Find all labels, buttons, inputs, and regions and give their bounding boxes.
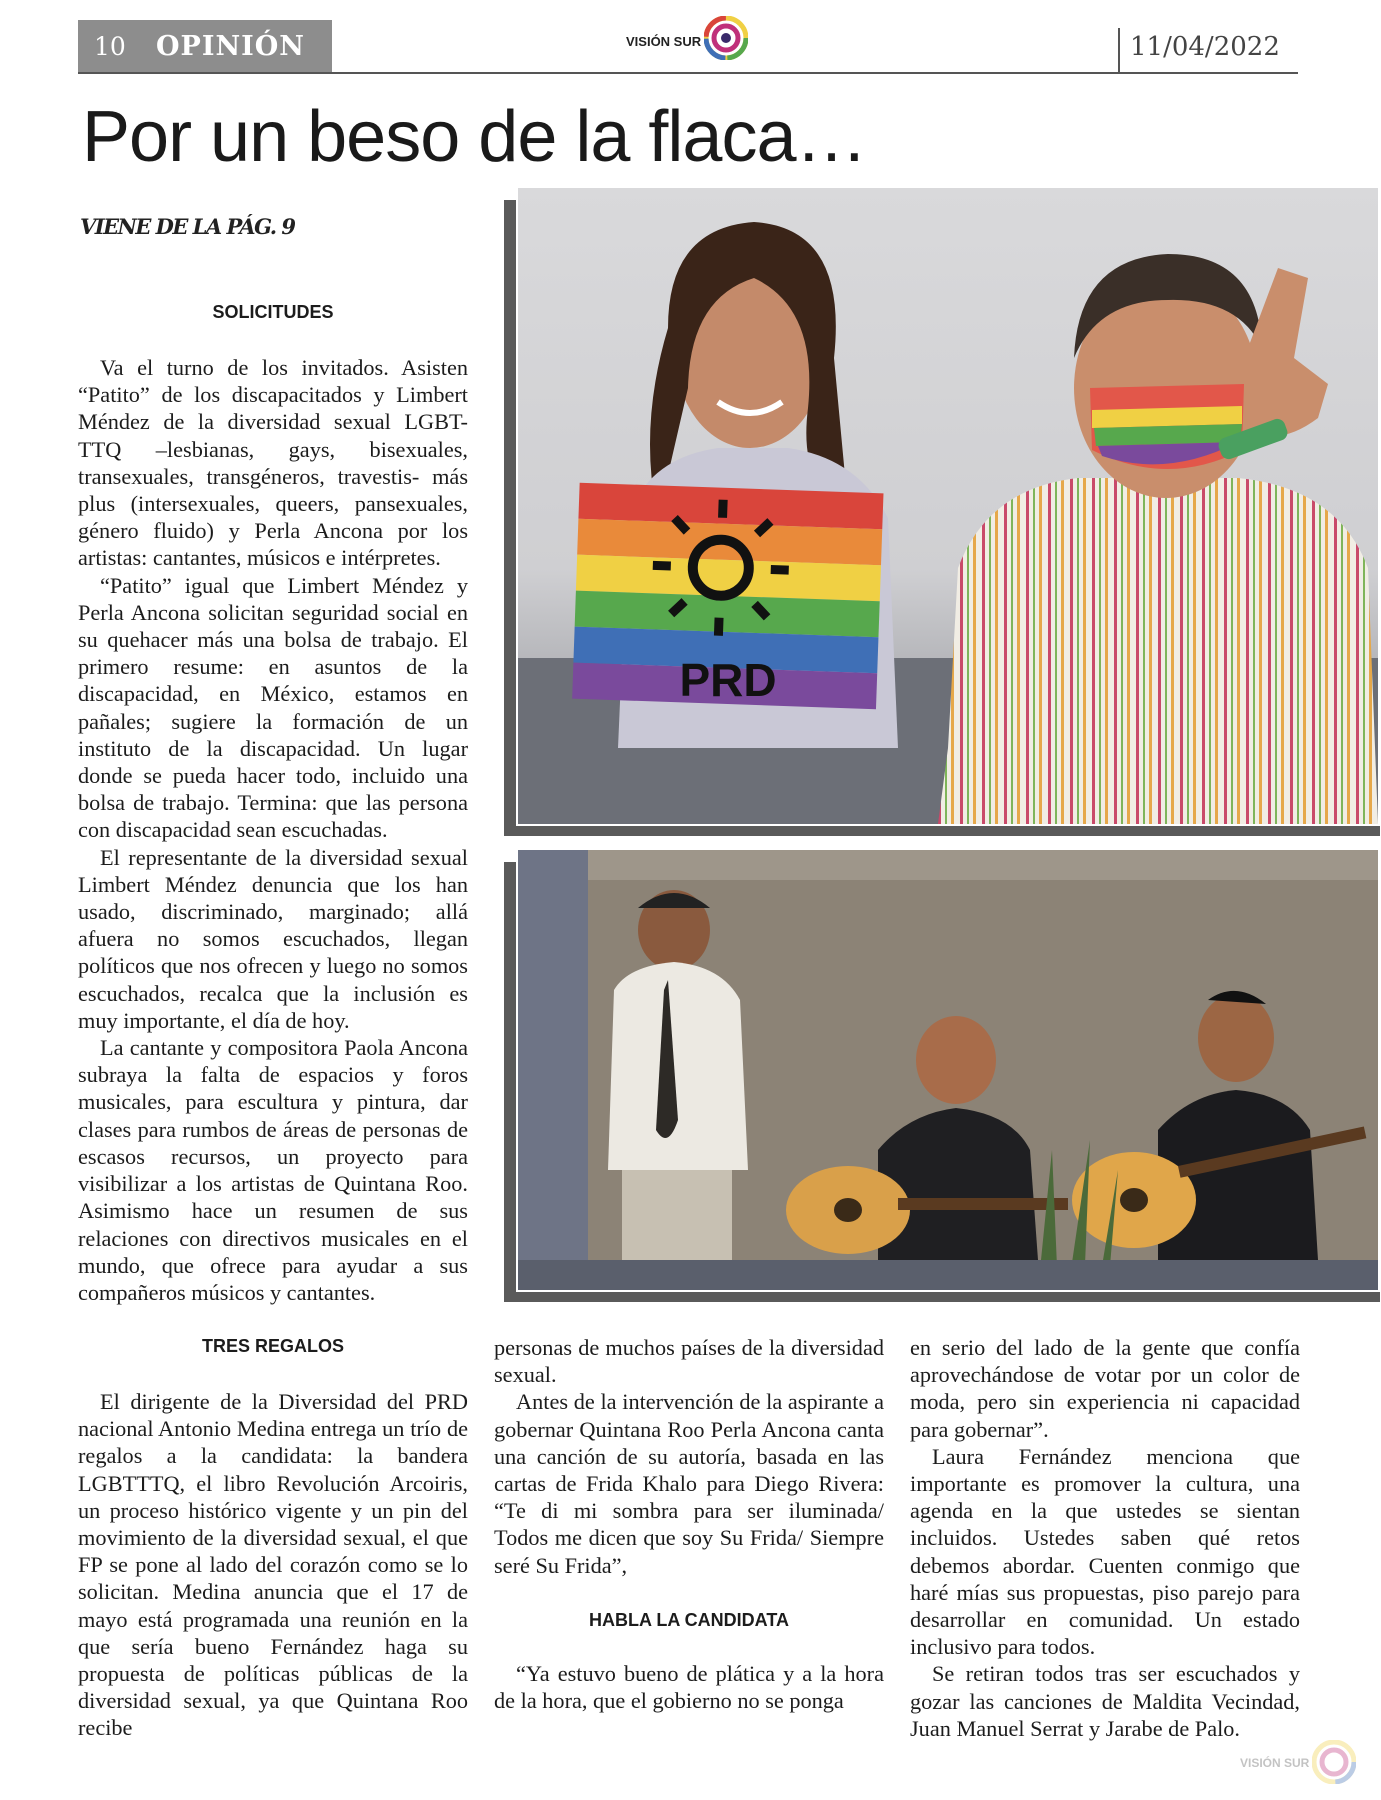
paragraph: “Ya estuvo bueno de plática y a la hora de la hora, que el gobierno no se ponga (494, 1661, 884, 1714)
issue-date: 11/04/2022 (1130, 32, 1280, 62)
page-number: 10 (94, 32, 126, 61)
article-column-2-bottom (494, 1660, 884, 1714)
photo-musicians-image (518, 850, 1378, 1290)
photo-candidate-image (518, 188, 1378, 824)
footer-logo-ring-icon (1312, 1740, 1356, 1784)
paragraph: Laura Fernández menciona que importante es promover la cultura, una agenda en la que ustedes se sientan incluidos. Ustedes saben qué retos debemos abordar. Cuenten conmigo que haré mías sus propuestas, piso parejo para desarrollar en comunidad. Un estado inclusivo para todos. (910, 1443, 1300, 1660)
photo-candidate-flag (516, 186, 1380, 826)
logo-text: VISIÓN SUR (626, 34, 702, 49)
subhead-tres-regalos: TRES REGALOS (201, 1336, 344, 1356)
paragraph: personas de muchos países de la diversidad sexual. (494, 1335, 884, 1388)
paragraph: La cantante y compositora Paola Ancona subraya la falta de espacios y foros musicales, para escultura y pintura, dar clases para rumbos de áreas de personas de escasos recursos, un proyecto para visibilizar a los artistas de Quintana Roo. Asimismo hace un resumen de sus relaciones con directivos musicales en el mundo, que ofrece para ayudar a sus compañeros músicos y cantantes. (78, 1035, 468, 1305)
subhead-solicitudes: SOLICITUDES (212, 302, 334, 322)
section-title: OPINIÓN (156, 31, 305, 62)
paragraph: Va el turno de los invitados. Asisten “Patito” de los discapacitados y Limbert Méndez de la diversidad sexual LGBT-TTQ –lesbianas, gays, bisexuales, transexuales, transgéneros, travestis- más plus (intersexuales, queers, pansexuales, género fluido) y Perla Ancona por los artistas: cantantes, músicos e intérpretes. (78, 355, 468, 571)
header-rule (78, 72, 1298, 74)
flag-prd-text: PRD (679, 654, 777, 706)
footer-logo-text: VISIÓN SUR (1240, 1756, 1310, 1770)
vision-sur-logo (626, 14, 754, 64)
article-column-1-top (78, 354, 468, 1306)
subhead-habla-la-candidata: HABLA LA CANDIDATA (589, 1610, 789, 1630)
paragraph: El dirigente de la Diversidad del PRD nacional Antonio Medina entrega un trío de regalos a la candidata: la bandera LGBTTTQ, el libro Revolución Arcoiris, un proceso histórico vigente y un pin del movimiento de la diversidad sexual, el que FP se pone al lado del corazón como se lo solicitan. Medina anuncia que el 17 de mayo está programada una reunión en la que sería bueno Fernández haga su propuesta de políticas públicas de la diversidad sexual, ya que Quintana Roo recibe (78, 1389, 468, 1741)
paragraph: El representante de la diversidad sexual Limbert Méndez denuncia que los han usado, discriminado, marginado; allá afuera no somos escuchados, llegan políticos que nos ofrecen y luego no somos escuchados, recalca que la inclusión es muy importante, el día de hoy. (78, 844, 468, 1033)
logo-ring-icon (704, 16, 748, 60)
article-column-1-bottom (78, 1388, 468, 1742)
article-headline: Por un beso de la flaca… (82, 97, 867, 177)
paragraph: Se retiran todos tras ser escuchados y gozar las canciones de Maldita Vecindad, Juan Manuel Serrat y Jarabe de Palo. (910, 1661, 1300, 1741)
continued-from-note: VIENE DE LA PÁG. 9 (80, 214, 295, 239)
paragraph: “Patito” igual que Limbert Méndez y Perla Ancona solicitan seguridad social en su quehacer más una bolsa de trabajo. El primero resume: en asuntos de la discapacidad, en México, estamos en pañales; sugiere la formación de un instituto de la discapacidad. Un lugar donde se pueda hacer todo, incluido una bolsa de trabajo. Termina: que las persona con discapacidad sean escuchadas. (78, 572, 468, 843)
paragraph: en serio del lado de la gente que confía aprovechándose de votar por un color de moda, pero sin experiencia ni capacidad para gobernar”. (910, 1335, 1300, 1442)
header-divider (1118, 28, 1120, 74)
article-column-3 (910, 1334, 1300, 1742)
article-column-2 (494, 1334, 884, 1579)
photo-musicians (516, 848, 1380, 1292)
paragraph: Antes de la intervención de la aspirante a gobernar Quintana Roo Perla Ancona canta una canción de su autoría, basada en las cartas de Frida Khalo para Diego Rivera: “Te di mi sombra para ser iluminada/ Todos me dicen que soy Su Frida/ Siempre seré Su Frida”, (494, 1389, 884, 1578)
footer-logo (1240, 1740, 1360, 1786)
